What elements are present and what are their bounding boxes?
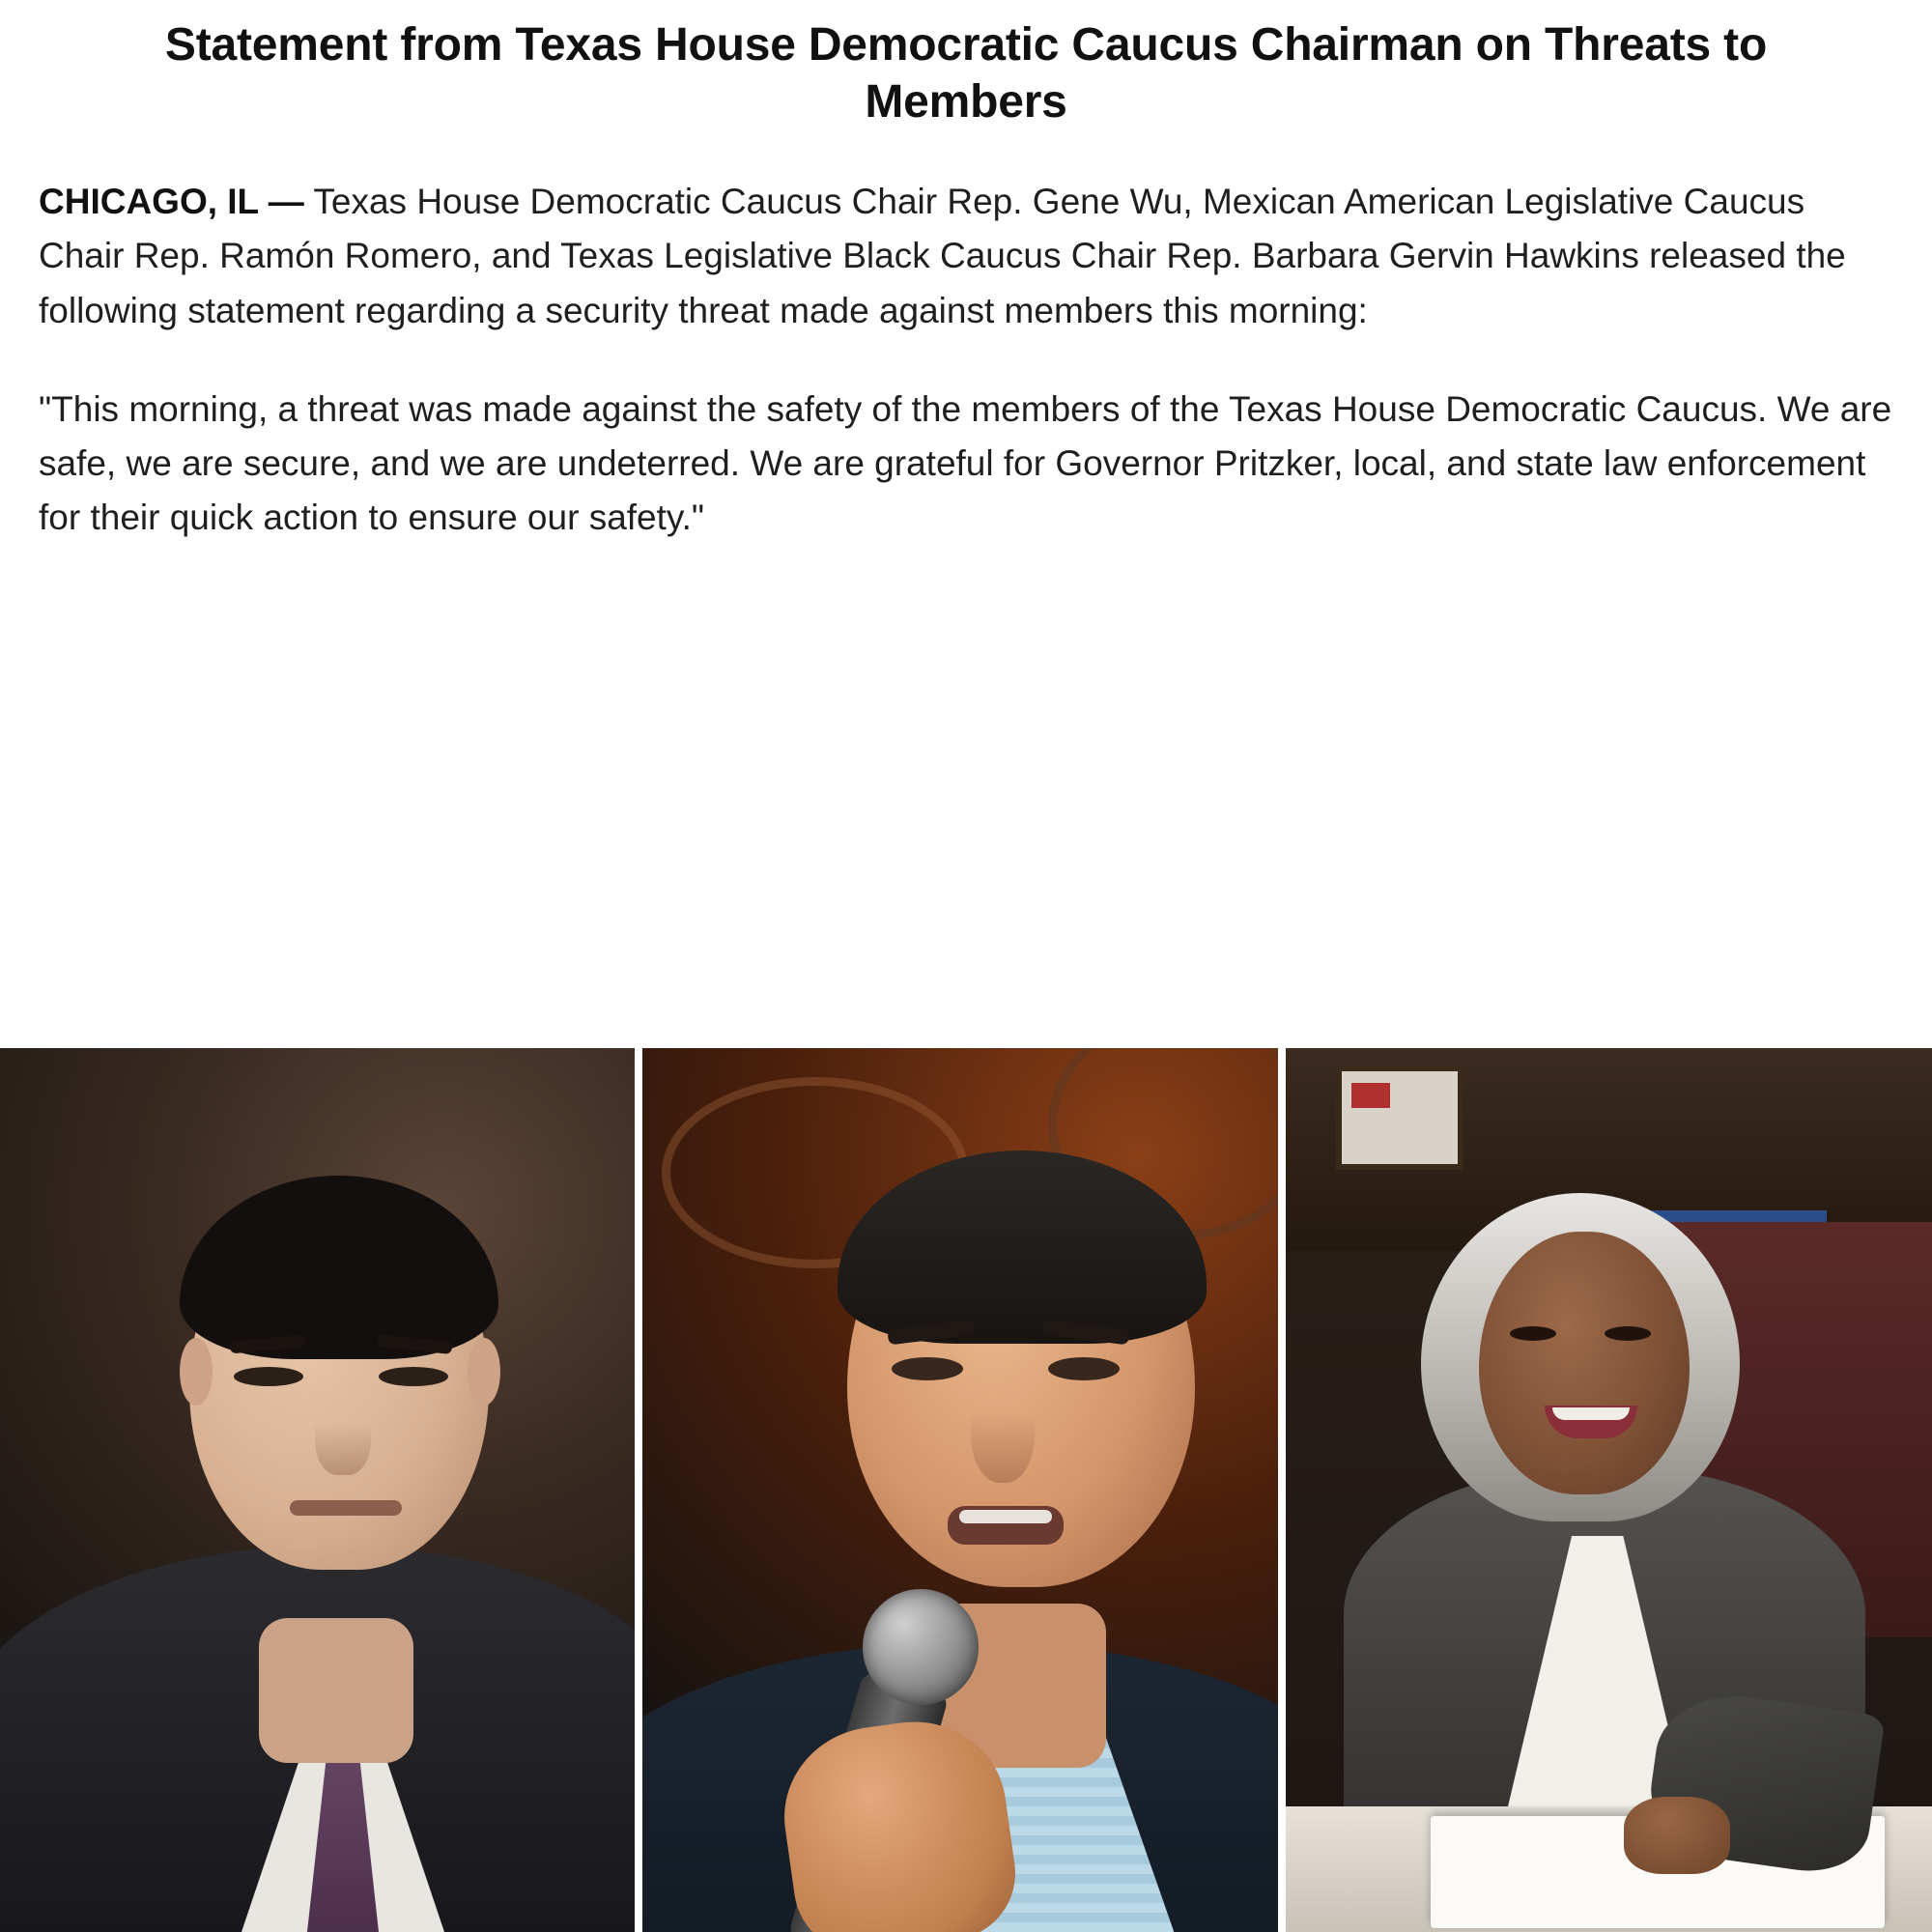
mouth-shape <box>948 1506 1064 1545</box>
paragraph-intro <box>39 175 1893 338</box>
mouth-shape <box>290 1500 402 1516</box>
portrait-ramon-romero <box>642 1048 1277 1932</box>
ear-left-shape <box>180 1338 213 1406</box>
article-body <box>39 175 1893 545</box>
portrait-gene-wu <box>0 1048 635 1932</box>
eye-left-shape <box>1510 1326 1556 1341</box>
eye-left-shape <box>234 1367 303 1386</box>
photo-strip <box>0 1048 1932 1932</box>
paragraph-intro-text: Texas House Democratic Caucus Chair Rep. Gene Wu, Mexican American Legislative Caucus Chair Rep. Ramón Romero, and Texas Legislative Black Caucus Chair Rep. Barbara Gervin Hawkins released the following statement regarding a security threat made against members this morning: <box>39 182 1846 330</box>
page-title: Statement from Texas House Democratic Caucus Chairman on Threats to Members <box>164 19 1768 128</box>
microphone-head-shape <box>863 1589 979 1705</box>
neck-shape <box>259 1618 413 1763</box>
nose-shape <box>315 1388 371 1475</box>
eye-left-shape <box>892 1357 963 1380</box>
dateline: CHICAGO, IL — <box>39 182 304 222</box>
eye-right-shape <box>1048 1357 1120 1380</box>
eye-right-shape <box>379 1367 448 1386</box>
paragraph-quote: "This morning, a threat was made against the safety of the members of the Texas House Democratic Caucus. We are safe, we are secure, and we are undeterred. We are grateful for Governor Pritzker, local, and state law enforcement for their quick action to ensure our safety." <box>39 388 1892 538</box>
portrait-barbara-gervin-hawkins <box>1286 1048 1932 1932</box>
ear-right-shape <box>468 1338 500 1406</box>
article-content <box>0 0 1932 590</box>
picture-frame-shape <box>1336 1065 1463 1170</box>
face-shape <box>1479 1232 1690 1494</box>
eye-right-shape <box>1605 1326 1651 1341</box>
nose-shape <box>971 1377 1035 1483</box>
hand-shape <box>1624 1797 1730 1874</box>
